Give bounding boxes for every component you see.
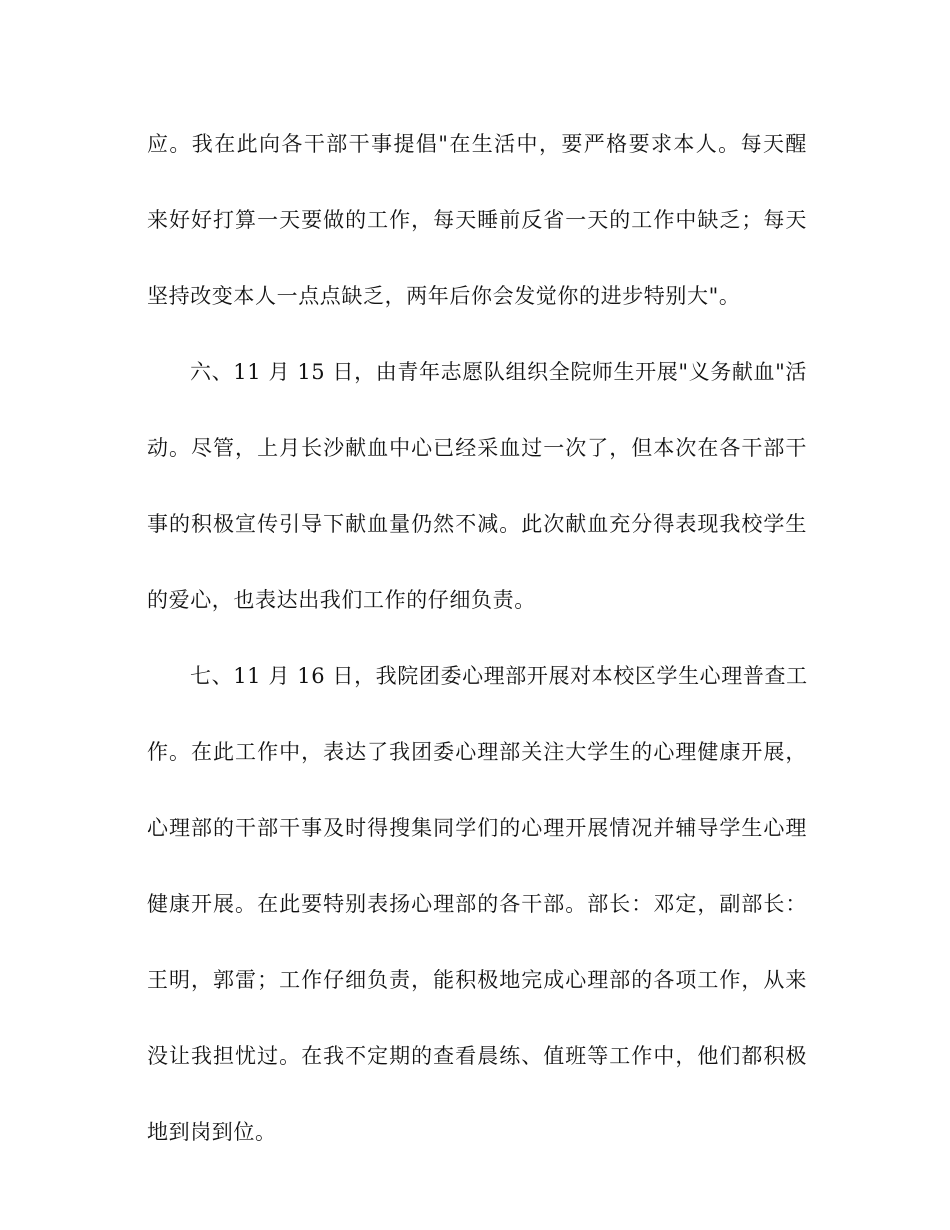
text-line: 健康开展。在此要特别表扬心理部的各干部。部长：邓定，副部长：: [147, 892, 807, 916]
text-line: 事的积极宣传引导下献血量仍然不减。此次献血充分得表现我校学生: [147, 512, 807, 536]
text-line: 应。我在此向各干部干事提倡"在生活中，要严格要求本人。每天醒: [147, 132, 807, 156]
text-line: 坚持改变本人一点点缺乏，两年后你会发觉你的进步特别大"。: [147, 284, 741, 308]
text-line: 七、11 月 16 日，我院团委心理部开展对本校区学生心理普查工: [190, 664, 808, 688]
text-line: 来好好打算一天要做的工作，每天睡前反省一天的工作中缺乏；每天: [147, 208, 807, 232]
text-line: 没让我担忧过。在我不定期的查看晨练、值班等工作中，他们都积极: [147, 1044, 807, 1068]
text-line: 的爱心，也表达出我们工作的仔细负责。: [147, 588, 536, 612]
text-line: 动。尽管，上月长沙献血中心已经采血过一次了，但本次在各干部干: [147, 436, 807, 460]
text-line: 王明，郭雷；工作仔细负责，能积极地完成心理部的各项工作，从来: [147, 968, 807, 992]
text-line: 地到岗到位。: [147, 1120, 277, 1144]
text-line: 心理部的干部干事及时得搜集同学们的心理开展情况并辅导学生心理: [147, 816, 807, 840]
text-line: 六、11 月 15 日，由青年志愿队组织全院师生开展"义务献血"活: [190, 360, 807, 384]
text-line: 作。在此工作中，表达了我团委心理部关注大学生的心理健康开展，: [147, 740, 807, 764]
